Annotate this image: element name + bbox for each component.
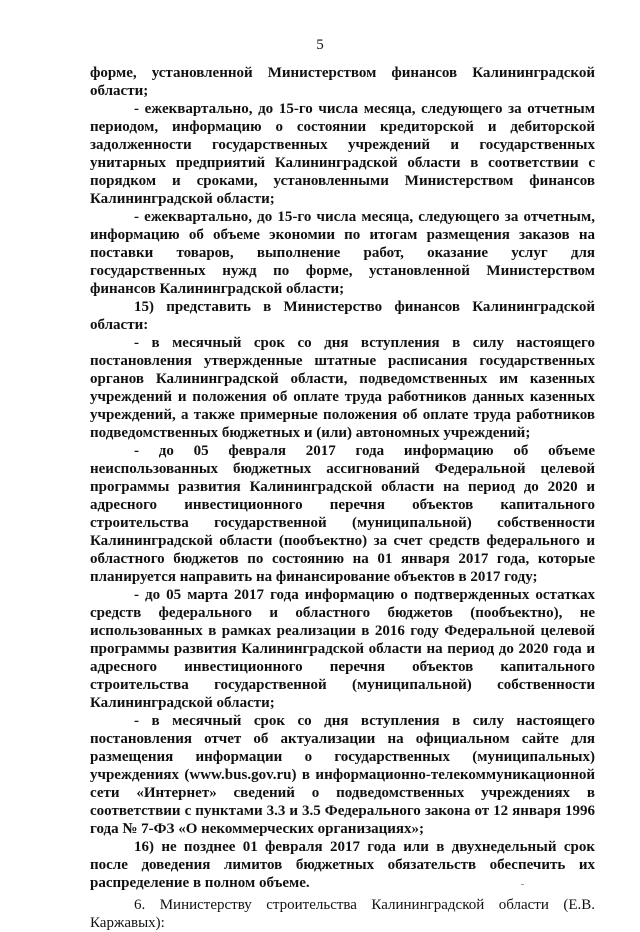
paragraph: - в месячный срок со дня вступления в силу настоящего постановления отчет об актуализации на официальном сайте для размещения информации о государственных (муниципальных) учреждениях (www.bus.gov.ru) в информационно-телекоммуникационной сети «Интернет» сведений о подведомственных учреждениях в соответствии с пунктами 3.3 и 3.5 Федерального закона от 12 января 1996 года № 7-ФЗ «О некоммерческих организациях»;	[90, 713, 595, 837]
document-body	[90, 64, 595, 932]
paragraph: - ежеквартально, до 15-го числа месяца, следующего за отчетным, информацию об объеме экономии по итогам размещения заказов на поставки товаров, выполнение работ, оказание услуг для государственных нужд по форме, установленной Министерством финансов Калининградской области;	[90, 209, 595, 297]
paragraph: - в месячный срок со дня вступления в силу настоящего постановления утвержденные штатные расписания государственных органов Калининградской области, подведомственных им казенных учреждений и положения об оплате труда работников данных казенных учреждений, а также примерные положения об оплате труда работников подведомственных бюджетных и (или) автономных учреждений;	[90, 335, 595, 441]
paragraph: 6. Министерству строительства Калининградской области (Е.В. Каржавых):	[90, 897, 595, 931]
paragraph: - ежеквартально, до 15-го числа месяца, следующего за отчетным периодом, информацию о состоянии кредиторской и дебиторской задолженности государственных учреждений и государственных унитарных предприятий Калининградской области в соответствии с порядком и сроками, установленными Министерством финансов Калининградской области;	[90, 101, 595, 207]
paragraph: - до 05 марта 2017 года информацию о подтвержденных остатках средств федерального и областного бюджетов (пообъектно), не использованных в рамках реализации в 2016 году Федеральной целевой программы развития Калининградской области на период до 2020 года и адресного инвестиционного перечня объектов капитального строительства государственной (муниципальной) собственности Калининградской области;	[90, 587, 595, 711]
paragraph: 16) не позднее 01 февраля 2017 года или в двухнедельный срок после доведения лимитов бюджетных обязательств обеспечить их распределение в полном объеме.	[90, 839, 595, 891]
paragraph: форме, установленной Министерством финансов Калининградской области;	[90, 65, 595, 99]
page-number: 5	[316, 37, 324, 53]
paragraph: - до 05 февраля 2017 года информацию об объеме неиспользованных бюджетных ассигнований Федеральной целевой программы развития Калининградской области на период до 2020 и адресного инвестиционного перечня объектов капитального строительства государственной (муниципальной) собственности Калининградской области (пообъектно) за счет средств федерального и областного бюджетов по состоянию на 01 января 2017 года, которые планируется направить на финансирование объектов в 2017 году;	[90, 443, 595, 585]
paragraph: 15) представить в Министерство финансов Калининградской области:	[90, 299, 595, 333]
scan-speck	[521, 884, 524, 885]
